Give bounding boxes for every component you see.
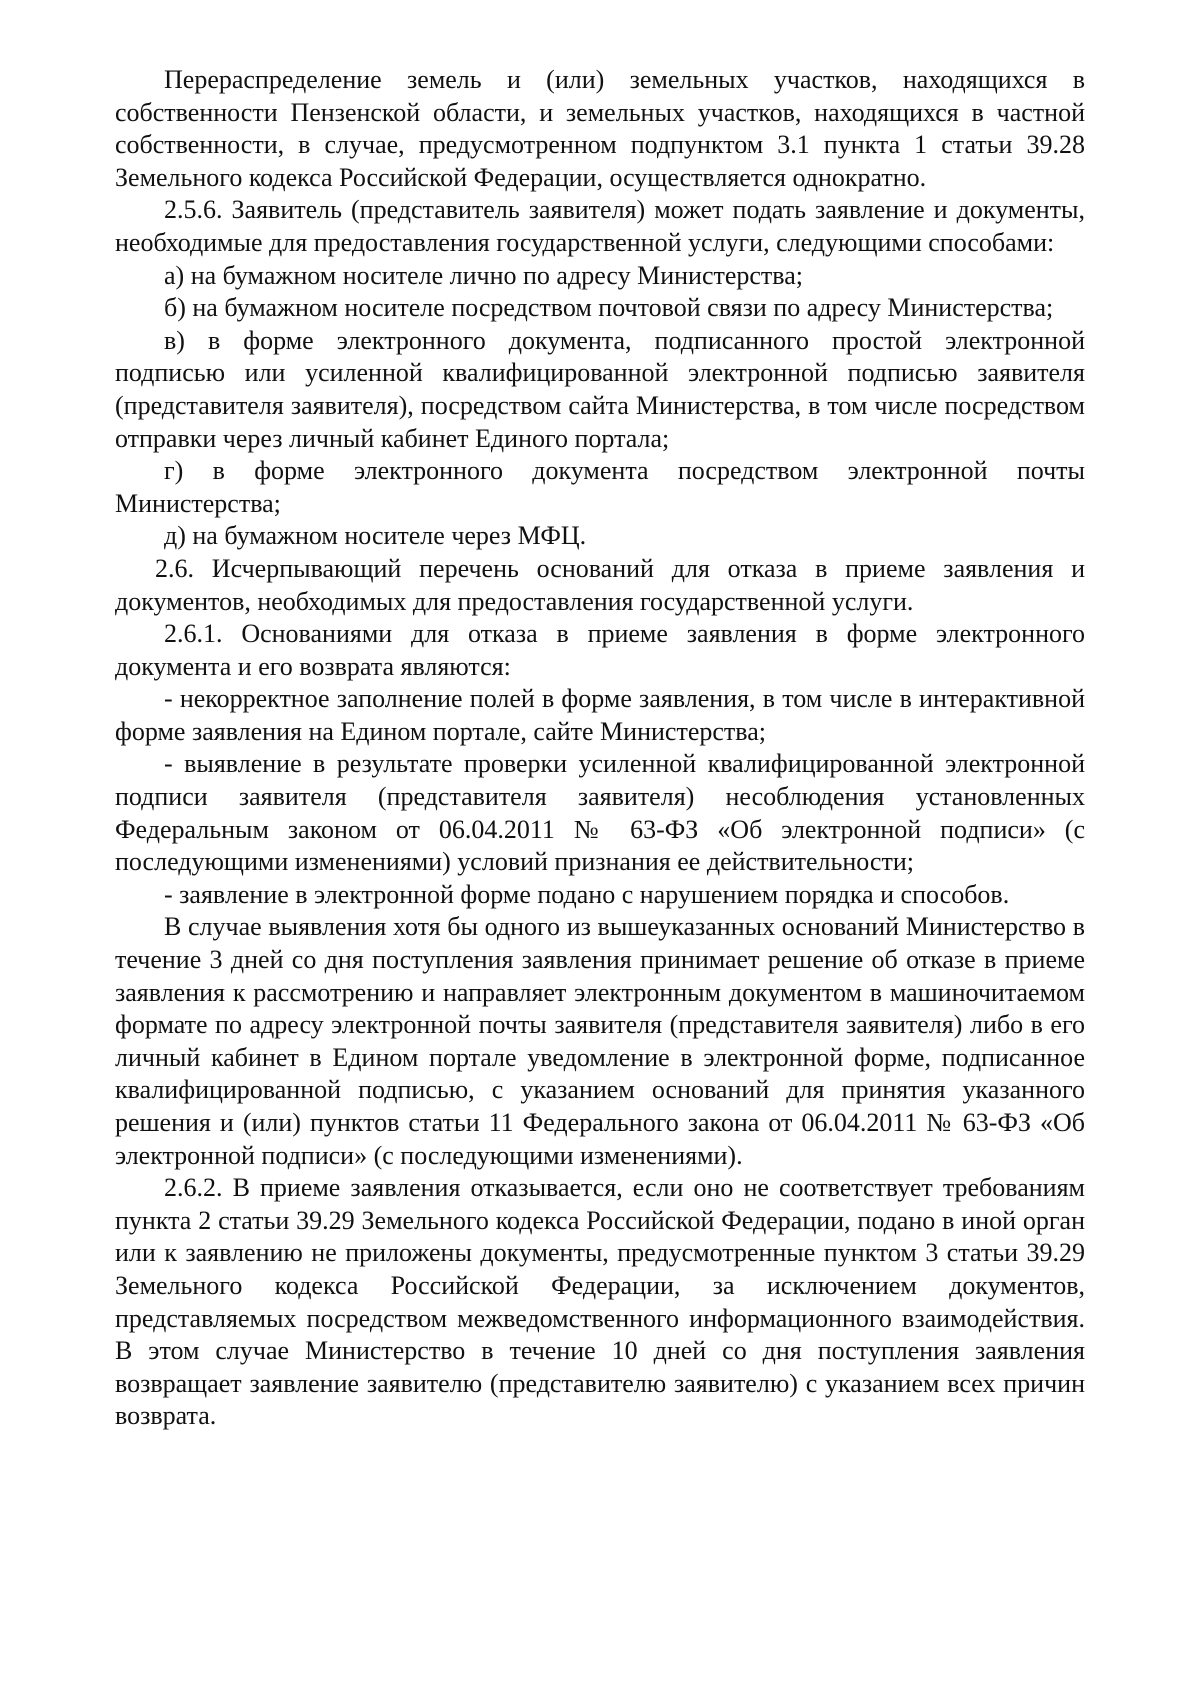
list-item-dash-1: - некорректное заполнение полей в форме заявления, в том числе в интерактивной форме заявления на Едином портале, сайте Министерства;	[115, 684, 1085, 746]
list-item-dash-3: - заявление в электронной форме подано с нарушением порядка и способов.	[164, 879, 1010, 909]
paragraph-2-6-2: 2.6.2. В приеме заявления отказывается, если оно не соответствует требованиям пункта 2 статьи 39.29 Земельного кодекса Российской Федерации, подано в иной орган или к заявлению не приложены документы, предусмотренные пунктом 3 статьи 39.29 Земельного кодекса Российской Федерации, за исключением документов, представляемых посредством межведомственного информационного взаимодействия. В этом случае Министерство в течение 10 дней со дня поступления заявления возвращает заявление заявителю (представителю заявителю) с указанием всех причин возврата.	[115, 1173, 1085, 1431]
list-item-d: д) на бумажном носителе через МФЦ.	[164, 521, 587, 551]
list-item-v: в) в форме электронного документа, подписанного простой электронной подписью или усиленной квалифицированной электронной подписью заявителя (представителя заявителя), посредством сайта Министерства, в том числе посредством отправки через личный кабинет Единого портала;	[115, 325, 1085, 453]
paragraph-2-5-6: 2.5.6. Заявитель (представитель заявителя) может подать заявление и документы, необходимые для предоставления государственной услуги, следующими способами:	[115, 195, 1085, 257]
paragraph-2-6-1: 2.6.1. Основаниями для отказа в приеме заявления в форме электронного документа и его возврата являются:	[115, 619, 1085, 681]
paragraph-2-6: 2.6. Исчерпывающий перечень оснований для отказа в приеме заявления и документов, необходимых для предоставления государственной услуги.	[115, 553, 1085, 616]
list-item-g: г) в форме электронного документа посредством электронной почты Министерства;	[115, 456, 1085, 518]
paragraph-redistribution: Перераспределение земель и (или) земельных участков, находящихся в собственности Пензенской области, и земельных участков, находящихся в частной собственности, в случае, предусмотренном подпунктом 3.1 пункта 1 статьи 39.28 Земельного кодекса Российской Федерации, осуществляется однократно.	[115, 65, 1085, 192]
list-item-a: а) на бумажном носителе лично по адресу Министерства;	[164, 260, 803, 290]
paragraph-refusal-procedure: В случае выявления хотя бы одного из вышеуказанных оснований Министерство в течение 3 дней со дня поступления заявления принимает решение об отказе в приеме заявления к рассмотрению и направляет электронным документом в машиночитаемом формате по адресу электронной почты заявителя (представителя заявителя) либо в его личный кабинет в Едином портале уведомление в электронной форме, подписанное квалифицированной подписью, с указанием оснований для принятия указанного решения и (или) пунктов статьи 11 Федерального закона от 06.04.2011 № 63-ФЗ «Об электронной подписи» (с последующими изменениями).	[115, 912, 1085, 1170]
list-item-dash-2: - выявление в результате проверки усиленной квалифицированной электронной подписи заявителя (представителя заявителя) несоблюдения установленных Федеральным законом от 06.04.2011 № 63-ФЗ «Об электронной подписи» (с последующими изменениями) условий признания ее действительности;	[115, 749, 1085, 877]
document-body	[115, 64, 1085, 1433]
list-item-b: б) на бумажном носителе посредством почтовой связи по адресу Министерства;	[164, 293, 1054, 323]
